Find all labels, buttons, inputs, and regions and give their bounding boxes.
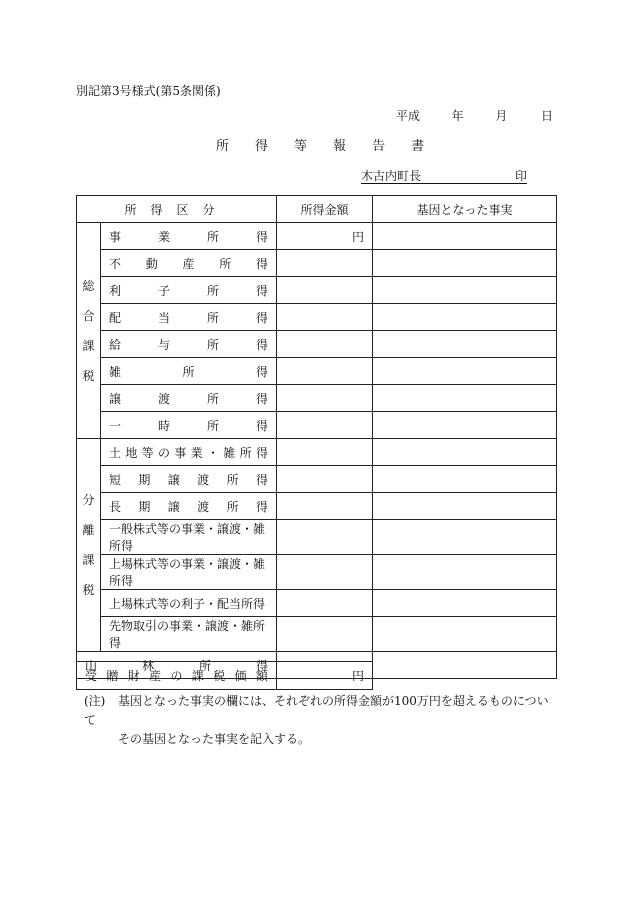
group-label-char: 離 [82, 523, 95, 537]
date-day: 日 [541, 109, 554, 123]
table-header-row [77, 196, 557, 223]
basis-cell[interactable] [373, 331, 557, 358]
income-row [77, 555, 557, 590]
category-text: 長 期 譲 渡 所 得 [109, 499, 268, 514]
category-label [101, 277, 277, 304]
amount-cell[interactable] [277, 493, 373, 520]
category-label [101, 590, 277, 617]
title-char: 書 [411, 139, 425, 154]
category-label [101, 555, 277, 590]
income-row [77, 250, 557, 277]
category-text: 事 業 所 得 [109, 229, 269, 244]
amount-cell[interactable] [277, 555, 373, 590]
income-row [77, 277, 557, 304]
note-line-2: その基因となった事実を記入する。 [118, 732, 311, 746]
income-row [77, 466, 557, 493]
note-line-1: 基因となった事実の欄には、それぞれの所得金額が100万円を超えるものについて [84, 694, 549, 727]
addressee-name: 木古内町長 [361, 169, 422, 183]
category-text: 雑 所 得 [109, 364, 269, 379]
yen-unit: 円 [352, 229, 365, 244]
basis-cell[interactable] [373, 385, 557, 412]
category-text: 上場株式等の利子・配当所得 [109, 596, 266, 611]
header-category-text: 所得区分 [124, 202, 229, 217]
yen-unit: 円 [351, 669, 364, 683]
category-text: 不 動 産 所 得 [109, 256, 269, 271]
amount-cell[interactable] [277, 412, 373, 439]
category-text: 利 子 所 得 [109, 283, 269, 298]
group-label-char: 課 [82, 553, 95, 567]
amount-cell[interactable] [277, 385, 373, 412]
category-label [101, 358, 277, 385]
basis-cell[interactable] [373, 466, 557, 493]
basis-cell[interactable] [373, 223, 557, 250]
date-line [396, 107, 553, 124]
basis-cell[interactable] [373, 520, 557, 555]
addressee-line [361, 167, 527, 184]
basis-cell[interactable] [373, 652, 557, 679]
category-text: 配 当 所 得 [109, 310, 269, 325]
amount-cell[interactable] [277, 277, 373, 304]
amount-cell[interactable] [277, 250, 373, 277]
category-text: 一 時 所 得 [109, 418, 269, 433]
date-month: 月 [495, 109, 508, 123]
footnote [84, 692, 554, 749]
group-general-label [77, 223, 101, 439]
title-char: 告 [372, 139, 386, 154]
group-label-char: 分 [82, 493, 95, 507]
group-label-char: 総 [82, 278, 95, 293]
title-char: 等 [294, 139, 308, 154]
basis-cell[interactable] [373, 304, 557, 331]
basis-cell[interactable] [373, 555, 557, 590]
category-label [101, 617, 277, 652]
category-text: 先物取引の事業・譲渡・雑所得 [109, 619, 266, 650]
date-era: 平成 [396, 109, 421, 123]
income-row [77, 590, 557, 617]
category-label [101, 466, 277, 493]
category-text: 給 与 所 得 [109, 337, 269, 352]
category-text: 土 地 等 の 事 業 ・ 雑 所 得 [109, 445, 268, 460]
basis-cell[interactable] [373, 358, 557, 385]
amount-cell[interactable] [277, 304, 373, 331]
group-label-char: 合 [82, 308, 95, 323]
amount-cell[interactable] [277, 466, 373, 493]
title-char: 得 [255, 139, 269, 154]
income-row [77, 358, 557, 385]
category-label [101, 385, 277, 412]
category-label [101, 331, 277, 358]
income-row [77, 617, 557, 652]
income-row [77, 223, 557, 250]
category-label [101, 250, 277, 277]
category-text: 上場株式等の事業・譲渡・雑所得 [109, 557, 266, 588]
category-label [101, 223, 277, 250]
income-table [76, 195, 557, 679]
category-text: 短 期 譲 渡 所 得 [109, 472, 268, 487]
income-row [77, 493, 557, 520]
amount-cell[interactable] [277, 520, 373, 555]
income-row [77, 520, 557, 555]
category-text: 譲 渡 所 得 [109, 391, 269, 406]
gift-amount-cell[interactable] [277, 662, 373, 690]
amount-cell[interactable] [277, 223, 373, 250]
category-text: 一般株式等の事業・譲渡・雑所得 [109, 522, 266, 553]
amount-cell[interactable] [277, 590, 373, 617]
forest-label: 山 林 所 得 [85, 658, 269, 673]
document-title [216, 135, 424, 154]
note-label: (注) [84, 694, 106, 708]
income-row [77, 331, 557, 358]
amount-cell[interactable] [277, 331, 373, 358]
category-label [101, 493, 277, 520]
income-row [77, 439, 557, 466]
seal-mark: 印 [514, 169, 527, 183]
category-label [101, 439, 277, 466]
title-char: 報 [333, 139, 347, 154]
date-year: 年 [451, 109, 464, 123]
group-label-char: 課 [82, 338, 95, 353]
basis-cell[interactable] [373, 412, 557, 439]
basis-cell[interactable] [373, 590, 557, 617]
header-amount: 所得金額 [277, 196, 373, 223]
header-basis: 基因となった事実 [373, 196, 557, 223]
category-label [101, 304, 277, 331]
gift-label: 受 贈 財 産 の 課 税 価 額 [85, 669, 268, 683]
group-separate-label [77, 439, 101, 652]
group-label-char: 税 [82, 583, 95, 597]
income-row [77, 304, 557, 331]
amount-cell[interactable] [277, 439, 373, 466]
category-label [101, 520, 277, 555]
amount-cell[interactable] [277, 358, 373, 385]
title-char: 所 [216, 139, 230, 154]
basis-cell[interactable] [373, 493, 557, 520]
basis-cell[interactable] [373, 277, 557, 304]
header-category [77, 196, 277, 223]
income-row [77, 385, 557, 412]
basis-cell[interactable] [373, 617, 557, 652]
group-label-char: 税 [82, 368, 95, 383]
basis-cell[interactable] [373, 439, 557, 466]
gift-label-cell [77, 662, 277, 690]
income-row [77, 412, 557, 439]
form-number-label: 別記第3号様式(第5条関係) [76, 84, 221, 98]
gift-table [76, 661, 373, 690]
category-label [101, 412, 277, 439]
basis-cell[interactable] [373, 250, 557, 277]
amount-cell[interactable] [277, 617, 373, 652]
